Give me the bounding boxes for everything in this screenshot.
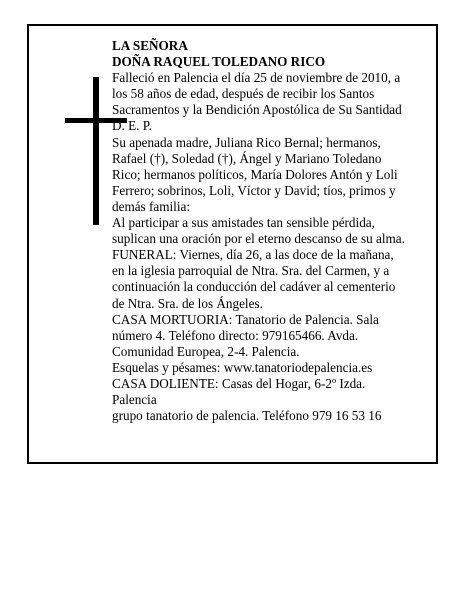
obituary-text [112, 38, 422, 424]
notice-line: Sacramentos y la Bendición Apostólica de Su Santidad [112, 102, 402, 118]
notice-line: CASA MORTUORIA: Tanatorio de Palencia. Sala [112, 311, 379, 327]
notice-line: Comunidad Europea, 2-4. Palencia. [112, 343, 300, 359]
notice-line: CASA DOLIENTE: Casas del Hogar, 6-2º Izda. [112, 375, 366, 391]
notice-line: número 4. Teléfono directo: 979165466. Avda. [112, 327, 359, 343]
notice-line: de Ntra. Sra. de los Ángeles. [112, 295, 263, 311]
notice-line: Esquelas y pésames: www.tanatoriodepalencia.es [112, 359, 373, 375]
notice-line: Palencia [112, 392, 157, 408]
notice-line: en la iglesia parroquial de Ntra. Sra. del Carmen, y a [112, 263, 390, 279]
notice-line: Ferrero; sobrinos, Loli, Víctor y David; tíos, primos y [112, 182, 396, 198]
notice-line: Su apenada madre, Juliana Rico Bernal; hermanos, [112, 134, 381, 150]
notice-heading-line: LA SEÑORA [112, 38, 188, 53]
notice-line: D. E. P. [112, 118, 152, 134]
notice-line: Rico; hermanos políticos, María Dolores Antón y Loli [112, 166, 398, 182]
notice-line: continuación la conducción del cadáver al cementerio [112, 279, 396, 295]
notice-line: grupo tanatorio de palencia. Teléfono 979 16 53 16 [112, 408, 382, 424]
notice-line: FUNERAL: Viernes, día 26, a las doce de la mañana, [112, 247, 394, 263]
notice-line: Falleció en Palencia el día 25 de noviembre de 2010, a [112, 70, 401, 86]
notice-line: Rafael (†), Soledad (†), Ángel y Mariano Toledano [112, 150, 382, 166]
cross-vertical-bar [93, 77, 99, 225]
notice-line: demás familia: [112, 198, 190, 214]
notice-line: Al participar a sus amistades tan sensible pérdida, [112, 215, 375, 231]
notice-line: suplican una oración por el eterno descanso de su alma. [112, 231, 405, 247]
notice-line: los 58 años de edad, después de recibir los Santos [112, 86, 375, 102]
notice-heading-line: DOÑA RAQUEL TOLEDANO RICO [112, 54, 326, 70]
